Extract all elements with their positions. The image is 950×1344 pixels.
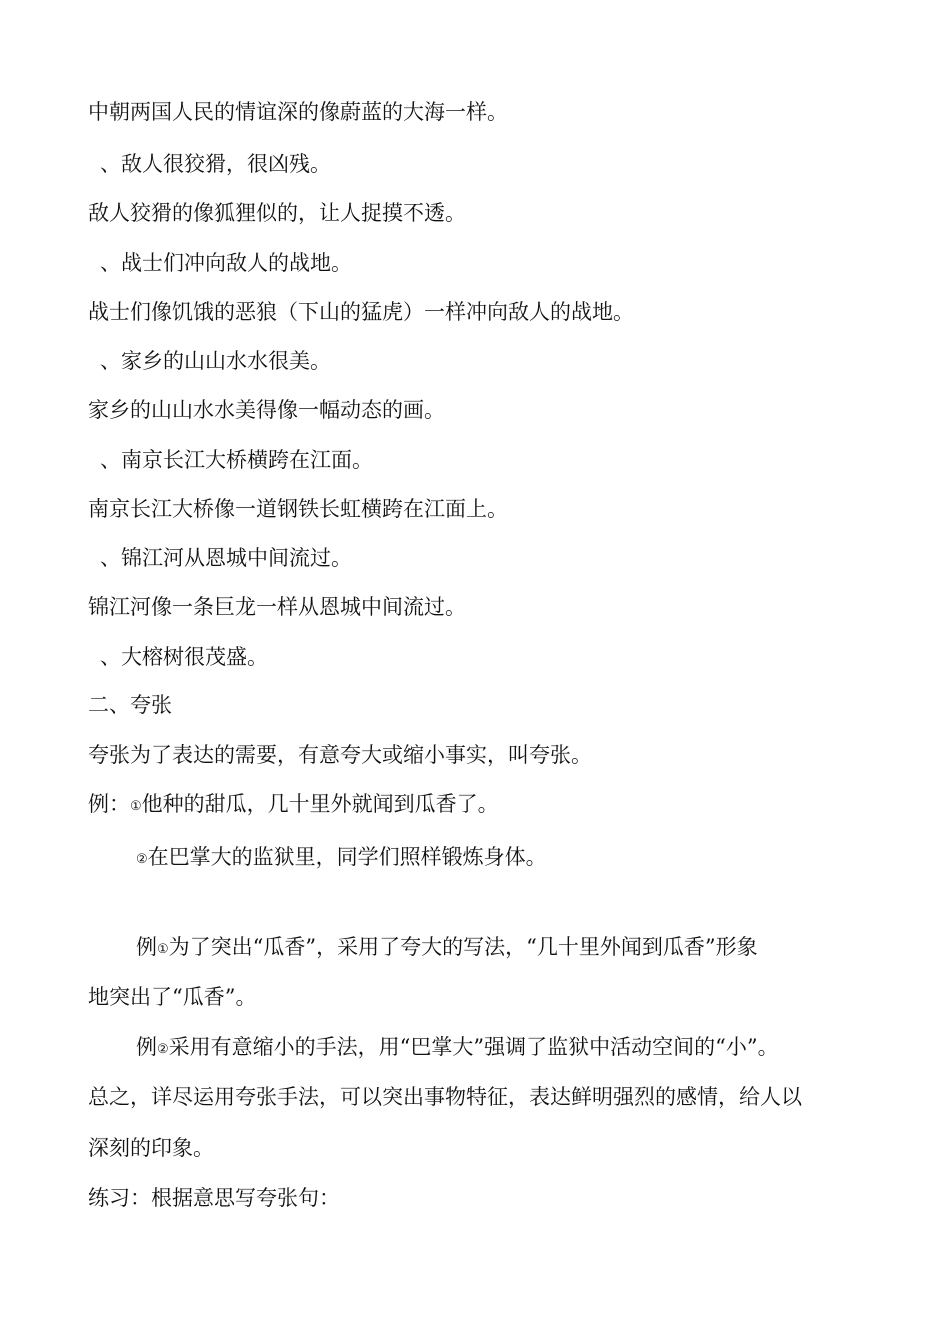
example-prefix: 例：: [88, 792, 130, 816]
line-5: 战士们像饥饿的恶狼（下山的猛虎）一样冲向敌人的战地。: [88, 300, 634, 324]
line-11: 锦江河像一条巨龙一样从恩城中间流过。: [88, 595, 466, 619]
explanation-1-prefix: 例: [136, 935, 157, 959]
example-2: [136, 843, 547, 874]
example-1: [88, 790, 499, 821]
circled-two-mark: ②: [136, 852, 148, 867]
summary-line-2: 深刻的印象。: [88, 1136, 214, 1160]
section-heading-exaggeration: 二、夸张: [88, 693, 172, 717]
explanation-1-line-1: [136, 933, 758, 964]
circled-two-mark: ②: [157, 1042, 169, 1057]
line-4: 、战士们冲向敌人的战地。: [100, 251, 352, 275]
line-6: 、家乡的山山水水很美。: [100, 349, 331, 373]
circled-one-mark: ①: [130, 799, 142, 814]
line-8: 、南京长江大桥横跨在江面。: [100, 448, 373, 472]
line-9: 南京长江大桥像一道钢铁长虹横跨在江面上。: [88, 497, 508, 521]
line-2: 、敌人很狡猾，很凶残。: [100, 152, 331, 176]
explanation-1-text: 为了突出“瓜香”，采用了夸大的写法，“几十里外闻到瓜香”形象: [168, 935, 758, 959]
explanation-2-text: 采用有意缩小的手法，用“巴掌大”强调了监狱中活动空间的“小”。: [168, 1035, 779, 1059]
line-12: 、大榕树很茂盛。: [100, 645, 268, 669]
explanation-2-prefix: 例: [136, 1035, 157, 1059]
exercise-prompt: 练习：根据意思写夸张句：: [88, 1186, 340, 1210]
line-7: 家乡的山山水水美得像一幅动态的画。: [88, 398, 445, 422]
example-1-text: 他种的甜瓜，几十里外就闻到瓜香了。: [141, 792, 499, 816]
explanation-1-line-2: 地突出了“瓜香”。: [88, 985, 257, 1009]
line-1: 中朝两国人民的情谊深的像蔚蓝的大海一样。: [88, 100, 508, 124]
definition-line: 夸张为了表达的需要，有意夸大或缩小事实，叫夸张。: [88, 743, 592, 767]
line-3: 敌人狡猾的像狐狸似的，让人捉摸不透。: [88, 201, 466, 225]
example-2-text: 在巴掌大的监狱里，同学们照样锻炼身体。: [147, 845, 547, 869]
circled-one-mark: ①: [157, 942, 169, 957]
explanation-2-line-1: [136, 1033, 779, 1064]
line-10: 、锦江河从恩城中间流过。: [100, 546, 352, 570]
summary-line-1: 总之，详尽运用夸张手法，可以突出事物特征，表达鲜明强烈的感情，给人以: [88, 1085, 802, 1109]
